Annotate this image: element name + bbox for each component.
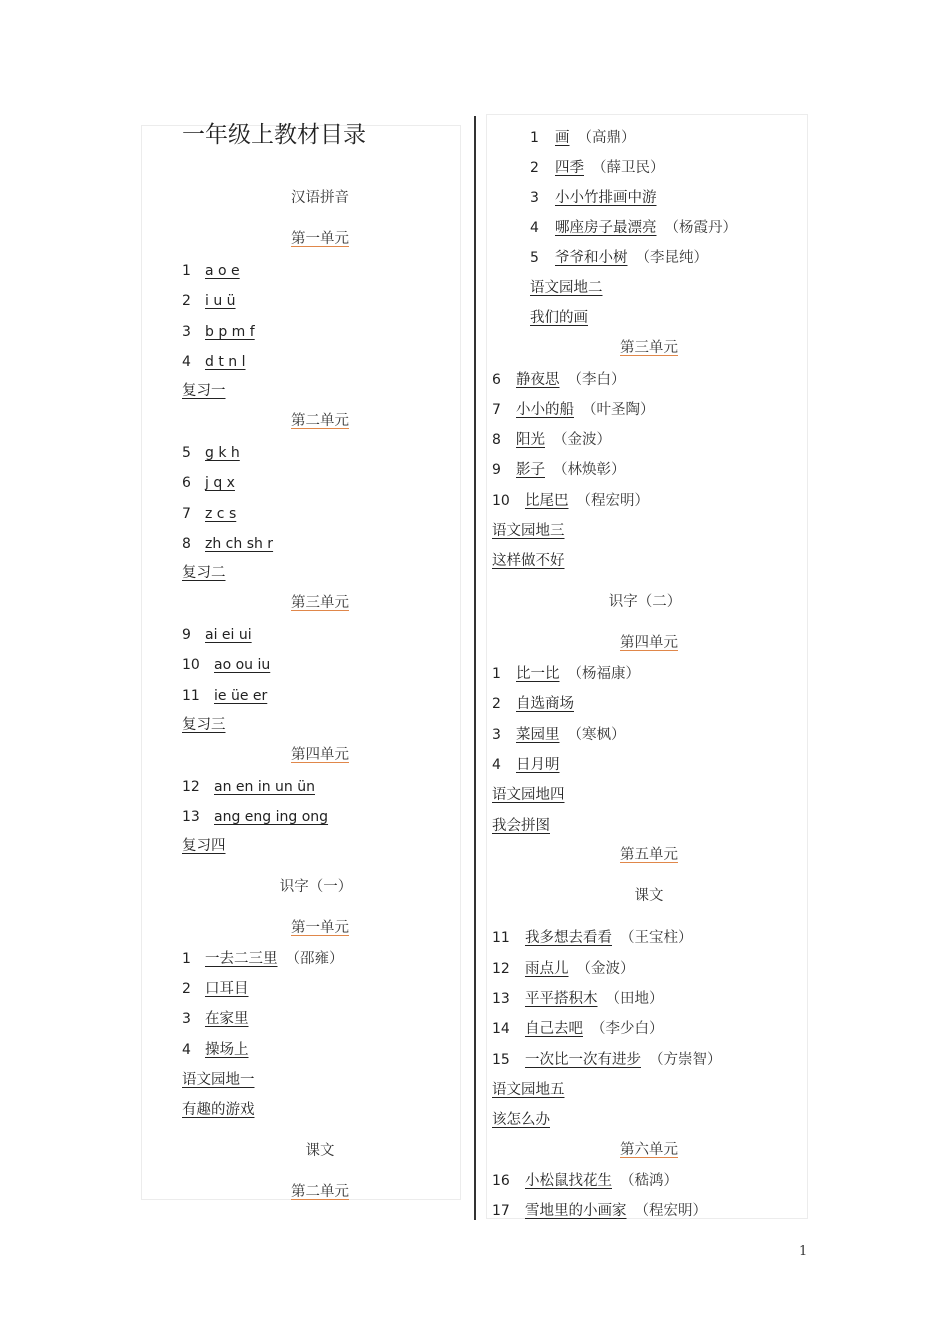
- toc-item[interactable]: 14 自己去吧 （李少白）: [492, 1021, 664, 1037]
- unit-heading[interactable]: 第三单元: [620, 340, 678, 356]
- toc-item[interactable]: 13 ang eng ing ong: [182, 809, 329, 825]
- toc-item[interactable]: 3 菜园里 （寒枫）: [492, 727, 626, 743]
- toc-item[interactable]: 3 b p m f: [182, 324, 255, 340]
- toc-item[interactable]: 4 日月明: [492, 757, 560, 773]
- unit-heading[interactable]: 第五单元: [620, 847, 678, 863]
- toc-item[interactable]: 9 影子 （林焕彰）: [492, 462, 626, 478]
- toc-item[interactable]: 8 阳光 （金波）: [492, 432, 611, 448]
- section-heading-shizi-2: 识字（二）: [608, 594, 682, 610]
- unit-heading[interactable]: 第三单元: [291, 595, 349, 611]
- toc-item[interactable]: 9 ai ei ui: [182, 627, 252, 643]
- toc-item[interactable]: 15 一次比一次有进步 （方崇智）: [492, 1052, 722, 1068]
- section-heading-kewen: 课文: [634, 888, 664, 904]
- toc-item[interactable]: 2 i u ü: [182, 293, 236, 309]
- activity-link[interactable]: 该怎么办: [492, 1112, 550, 1128]
- toc-item[interactable]: 8 zh ch sh r: [182, 536, 274, 552]
- toc-item[interactable]: 12 雨点儿 （金波）: [492, 961, 635, 977]
- toc-item[interactable]: 1 一去二三里 （邵雍）: [182, 951, 344, 967]
- page-title: 一年级上教材目录: [182, 122, 366, 148]
- section-heading-kewen: 课文: [305, 1143, 335, 1159]
- unit-heading[interactable]: 第一单元: [291, 920, 349, 936]
- toc-item[interactable]: 13 平平搭积木 （田地）: [492, 991, 664, 1007]
- section-heading-pinyin: 汉语拼音: [291, 190, 349, 206]
- yuwen-yuandi-link[interactable]: 语文园地二: [530, 280, 603, 296]
- toc-item[interactable]: 4 操场上: [182, 1042, 249, 1058]
- review-link[interactable]: 复习三: [182, 717, 226, 733]
- toc-item[interactable]: 2 口耳目: [182, 981, 249, 997]
- unit-heading[interactable]: 第二单元: [291, 413, 349, 429]
- toc-item[interactable]: 1 比一比 （杨福康）: [492, 666, 640, 682]
- review-link[interactable]: 复习二: [182, 565, 226, 581]
- toc-item[interactable]: 1 画 （高鼎）: [530, 130, 636, 146]
- yuwen-yuandi-link[interactable]: 语文园地三: [492, 523, 565, 539]
- yuwen-yuandi-link[interactable]: 语文园地四: [492, 787, 565, 803]
- toc-item[interactable]: 2 自选商场: [492, 696, 574, 712]
- section-heading-shizi-1: 识字（一）: [279, 879, 353, 895]
- toc-item[interactable]: 17 雪地里的小画家 （程宏明）: [492, 1203, 707, 1219]
- toc-item[interactable]: 1 a o e: [182, 263, 240, 279]
- unit-heading[interactable]: 第四单元: [291, 747, 349, 763]
- toc-item[interactable]: 2 四季 （薛卫民）: [530, 160, 665, 176]
- toc-item[interactable]: 7 小小的船 （叶圣陶）: [492, 402, 655, 418]
- toc-item[interactable]: 3 小小竹排画中游: [530, 190, 657, 206]
- column-divider: [474, 116, 476, 1220]
- toc-item[interactable]: 10 比尾巴 （程宏明）: [492, 493, 649, 509]
- toc-item[interactable]: 4 d t n l: [182, 354, 246, 370]
- page-number: 1: [799, 1244, 808, 1259]
- activity-link[interactable]: 这样做不好: [492, 553, 565, 569]
- toc-item[interactable]: 5 爷爷和小树 （李昆纯）: [530, 250, 708, 266]
- toc-item[interactable]: 12 an en in un ün: [182, 779, 315, 795]
- unit-heading[interactable]: 第二单元: [291, 1184, 349, 1200]
- activity-link[interactable]: 有趣的游戏: [182, 1102, 255, 1118]
- toc-item[interactable]: 10 ao ou iu: [182, 657, 271, 673]
- toc-item[interactable]: 6 静夜思 （李白）: [492, 372, 626, 388]
- unit-heading[interactable]: 第四单元: [620, 635, 678, 651]
- toc-item[interactable]: 5 g k h: [182, 445, 240, 461]
- review-link[interactable]: 复习一: [182, 383, 226, 399]
- review-link[interactable]: 复习四: [182, 838, 226, 854]
- toc-item[interactable]: 11 ie üe er: [182, 688, 268, 704]
- unit-heading[interactable]: 第六单元: [620, 1142, 678, 1158]
- yuwen-yuandi-link[interactable]: 语文园地一: [182, 1072, 255, 1088]
- toc-item[interactable]: 6 j q x: [182, 475, 235, 491]
- toc-item[interactable]: 3 在家里: [182, 1011, 249, 1027]
- activity-link[interactable]: 我会拼图: [492, 818, 550, 834]
- unit-heading[interactable]: 第一单元: [291, 231, 349, 247]
- toc-item[interactable]: 7 z c s: [182, 506, 237, 522]
- yuwen-yuandi-link[interactable]: 语文园地五: [492, 1082, 565, 1098]
- toc-item[interactable]: 16 小松鼠找花生 （嵇鸿）: [492, 1173, 678, 1189]
- toc-item[interactable]: 4 哪座房子最漂亮 （杨霞丹）: [530, 220, 737, 236]
- activity-link[interactable]: 我们的画: [530, 310, 588, 326]
- toc-item[interactable]: 11 我多想去看看 （王宝柱）: [492, 930, 693, 946]
